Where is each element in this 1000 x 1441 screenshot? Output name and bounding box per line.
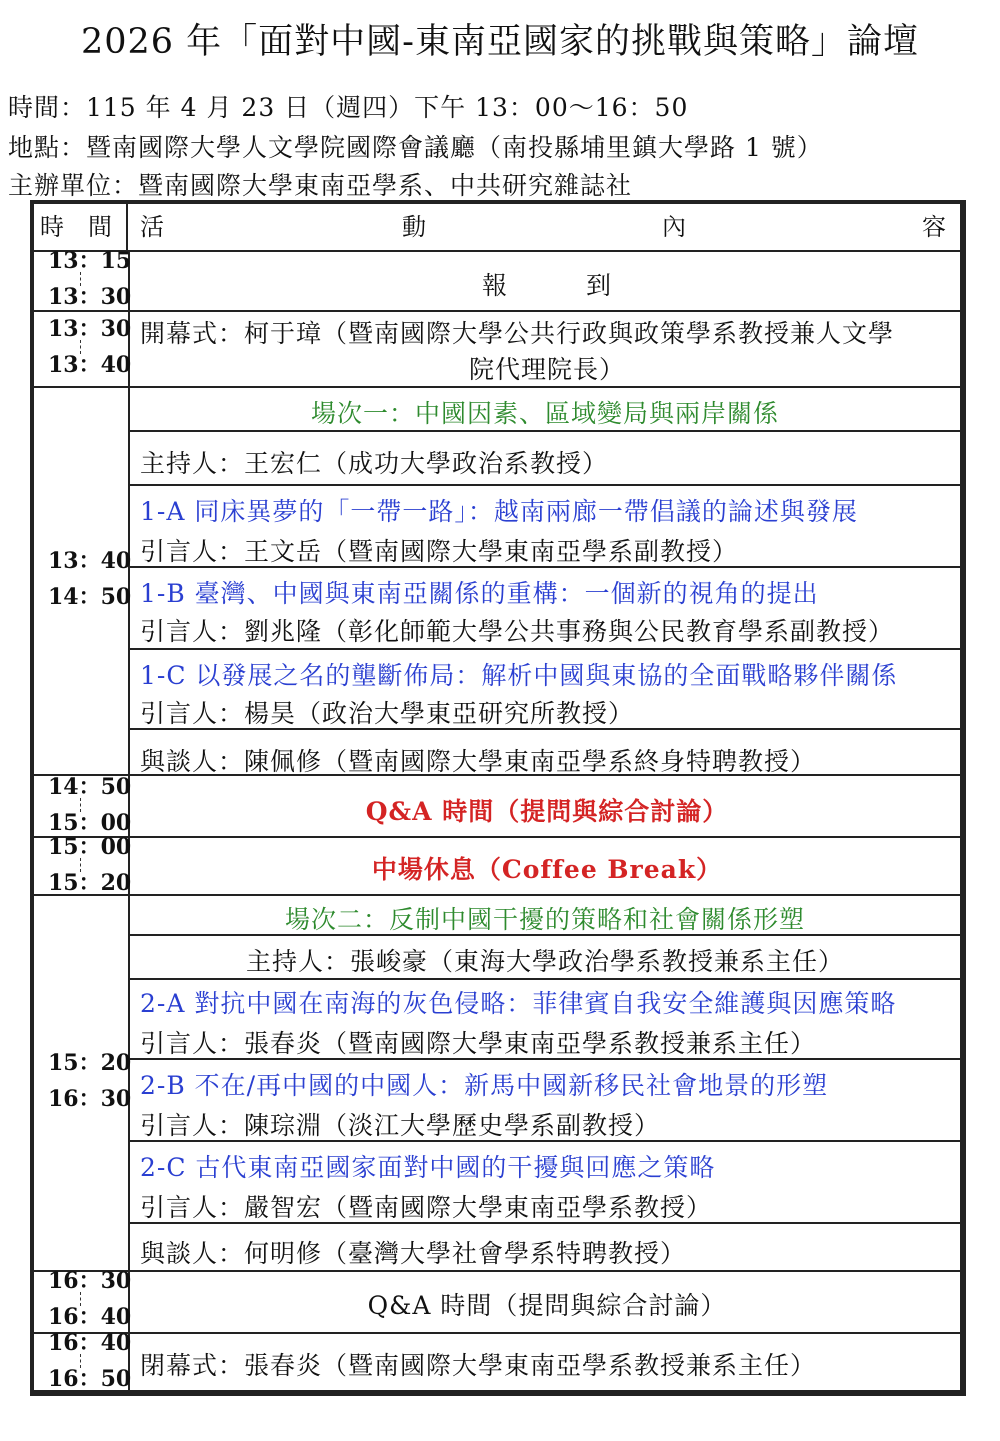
session-2-title: 場次二：反制中國干擾的策略和社會關係形塑 bbox=[284, 905, 805, 934]
time-cell: 16：40 16：50 bbox=[34, 1332, 130, 1390]
paper-1c-title: 1-C 以發展之名的壟斷佈局：解析中國與東協的全面戰略夥伴關係 bbox=[140, 661, 898, 690]
header-content-1: 活 bbox=[140, 213, 164, 241]
time-cell: 14：50 15：00 bbox=[34, 774, 130, 836]
table-row bbox=[34, 836, 964, 896]
qa-1-text: Q&A 時間（提問與綜合討論） bbox=[365, 797, 729, 826]
header-content-2: 動 bbox=[402, 213, 426, 241]
page-title: 2026 年「面對中國-東南亞國家的挑戰與策略」論壇 bbox=[80, 22, 920, 62]
table-header bbox=[34, 204, 960, 252]
header-content-3: 內 bbox=[662, 213, 686, 241]
time-cell: 15：00 15：20 bbox=[34, 836, 130, 894]
paper-1c-speaker: 引言人：楊昊（政治大學東亞研究所教授） bbox=[140, 699, 635, 728]
paper-1b-title: 1-B 臺灣、中國與東南亞關係的重構：一個新的視角的提出 bbox=[140, 579, 819, 608]
time-cell: 16：30 16：40 bbox=[34, 1270, 130, 1332]
table-row bbox=[34, 310, 964, 388]
table-row bbox=[34, 250, 964, 312]
session-1-discussant: 與談人：陳佩修（暨南國際大學東南亞學系終身特聘教授） bbox=[140, 747, 817, 776]
session-2-discussant: 與談人：何明修（臺灣大學社會學系特聘教授） bbox=[140, 1239, 687, 1268]
opening-text-line1: 開幕式：柯于璋（暨南國際大學公共行政與政策學系教授兼人文學 bbox=[140, 319, 895, 348]
event-host: 主辦單位：暨南國際大學東南亞學系、中共研究雜誌社 bbox=[8, 171, 633, 200]
time-cell: 13：40 14：50 bbox=[34, 386, 130, 774]
header-time: 時 間 bbox=[34, 204, 128, 250]
paper-2c-title: 2-C 古代東南亞國家面對中國的干擾與回應之策略 bbox=[140, 1153, 716, 1182]
table-row bbox=[34, 774, 964, 838]
table-row bbox=[34, 1332, 964, 1390]
paper-1b-speaker: 引言人：劉兆隆（彰化師範大學公共事務與公民教育學系副教授） bbox=[140, 617, 895, 646]
paper-2b-title: 2-B 不在/再中國的中國人：新馬中國新移民社會地景的形塑 bbox=[140, 1071, 829, 1100]
paper-2b-speaker: 引言人：陳琮淵（淡江大學歷史學系副教授） bbox=[140, 1111, 661, 1140]
session-2-moderator: 主持人：張峻豪（東海大學政治學系教授兼系主任） bbox=[245, 947, 844, 976]
table-row bbox=[34, 1270, 964, 1334]
paper-1a-title: 1-A 同床異夢的「一帶一路」：越南兩廊一帶倡議的論述與發展 bbox=[140, 497, 858, 526]
paper-2a-title: 2-A 對抗中國在南海的灰色侵略：菲律賓自我安全維護與因應策略 bbox=[140, 989, 897, 1018]
time-cell: 13：30 13：40 bbox=[34, 310, 130, 386]
time-cell: 13：15 13：30 bbox=[34, 250, 130, 310]
paper-2c-speaker: 引言人：嚴智宏（暨南國際大學東南亞學系教授） bbox=[140, 1193, 713, 1222]
event-time: 時間：115 年 4 月 23 日（週四）下午 13：00～16：50 bbox=[8, 93, 689, 122]
session-1 bbox=[34, 386, 964, 776]
header-content-4: 容 bbox=[922, 213, 946, 241]
session-1-title: 場次一：中國因素、區域變局與兩岸關係 bbox=[310, 399, 779, 428]
closing-text: 閉幕式：張春炎（暨南國際大學東南亞學系教授兼系主任） bbox=[140, 1351, 817, 1380]
paper-2a-speaker: 引言人：張春炎（暨南國際大學東南亞學系教授兼系主任） bbox=[140, 1029, 817, 1058]
opening-text-line2: 院代理院長） bbox=[468, 355, 625, 384]
checkin-text: 報 到 bbox=[481, 271, 612, 300]
coffee-break-text: 中場休息（Coffee Break） bbox=[371, 855, 723, 884]
event-place: 地點：暨南國際大學人文學院國際會議廳（南投縣埔里鎮大學路 1 號） bbox=[8, 133, 823, 162]
paper-1a-speaker: 引言人：王文岳（暨南國際大學東南亞學系副教授） bbox=[140, 537, 739, 566]
session-2 bbox=[34, 894, 964, 1272]
session-1-moderator: 主持人：王宏仁（成功大學政治系教授） bbox=[140, 449, 609, 478]
qa-2-text: Q&A 時間（提問與綜合討論） bbox=[367, 1291, 727, 1320]
time-cell: 15：20 16：30 bbox=[34, 894, 130, 1270]
